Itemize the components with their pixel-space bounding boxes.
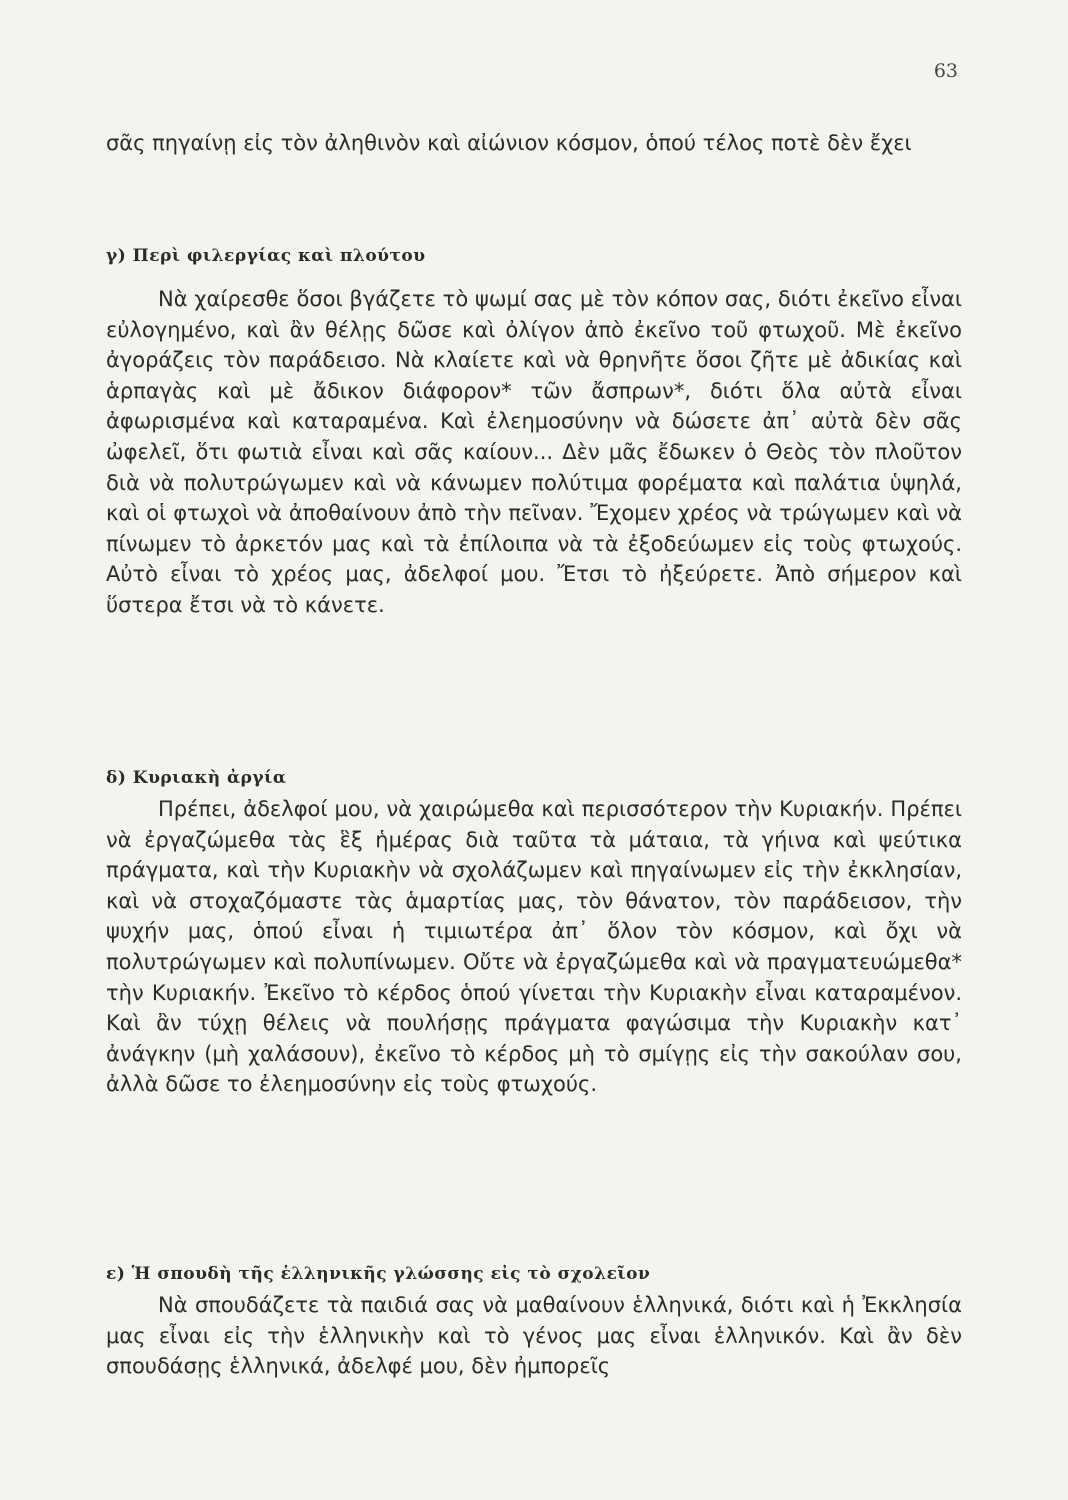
page-number: 63 — [933, 60, 958, 82]
section-heading-sunday-rest: δ) Κυριακὴ ἀργία — [106, 768, 287, 788]
section-heading-greek-language: ε) Ἡ σπουδὴ τῆς ἑλληνικῆς γλώσσης εἰς τὸ σχολεῖον — [106, 1264, 651, 1284]
section-body-sunday-rest — [106, 794, 962, 1100]
section-body-diligence — [106, 284, 962, 621]
section-paragraph: Νὰ χαίρεσθε ὅσοι βγάζετε τὸ ψωμί σας μὲ τὸν κόπον σας, διότι ἐκεῖνο εἶναι εὐλογημένο, καὶ ἂν θέλῃς δῶσε καὶ ὀλίγον ἀπὸ ἐκεῖνο τοῦ φτωχοῦ. Μὲ ἐκεῖνο ἀγοράζεις τὸν παράδεισο. Νὰ κλαίετε καὶ νὰ θρηνῆτε ὅσοι ζῆτε μὲ ἀδικίας καὶ ἁρπαγὰς καὶ μὲ ἄδικον διάφορον* τῶν ἄσπρων*, διότι ὅλα αὐτὰ εἶναι ἀφωρισμένα καὶ καταραμένα. Καὶ ἐλεημοσύνην νὰ δώσετε ἀπ᾽ αὐτὰ δὲν σᾶς ὠφελεῖ, ὅτι φωτιὰ εἶναι καὶ σᾶς καίουν... Δὲν μᾶς ἔδωκεν ὁ Θεὸς τὸν πλοῦτον διὰ νὰ πολυτρώγωμεν καὶ νὰ κάνωμεν πολύτιμα φορέματα καὶ παλάτια ὑψηλά, καὶ οἱ φτωχοὶ νὰ ἀποθαίνουν ἀπὸ τὴν πεῖναν. Ἔχομεν χρέος νὰ τρώγωμεν καὶ νὰ πίνωμεν τὸ ἀρκετόν μας καὶ τὰ ἐπίλοιπα νὰ τὰ ἐξοδεύωμεν εἰς τοὺς φτωχούς. Αὐτὸ εἶναι τὸ χρέος μας, ἀδελφοί μου. Ἔτσι τὸ ἠξεύρετε. Ἀπὸ σήμερον καὶ ὕστερα ἔτσι νὰ τὸ κάνετε. — [106, 287, 962, 617]
section-body-greek-language — [106, 1290, 962, 1382]
continued-paragraph — [106, 128, 962, 159]
section-heading-diligence: γ) Περὶ φιλεργίας καὶ πλούτου — [106, 246, 426, 266]
section-paragraph: Νὰ σπουδάζετε τὰ παιδιά σας νὰ μαθαίνουν ἑλληνικά, διότι καὶ ἡ Ἐκκλησία μας εἶναι εἰς τὴν ἑλληνικὴν καὶ τὸ γένος μας εἶναι ἑλληνικόν. Καὶ ἂν δὲν σπουδάσῃς ἑλληνικά, ἀδελφέ μου, δὲν ἠμπορεῖς — [106, 1293, 962, 1379]
section-paragraph: Πρέπει, ἀδελφοί μου, νὰ χαιρώμεθα καὶ περισσότερον τὴν Κυριακήν. Πρέπει νὰ ἐργαζώμεθα τὰς ἓξ ἡμέρας διὰ ταῦτα τὰ μάταια, τὰ γήινα καὶ ψεύτικα πράγματα, καὶ τὴν Κυριακὴν νὰ σχολάζωμεν καὶ πηγαίνωμεν εἰς τὴν ἐκκλησίαν, καὶ νὰ στοχαζόμαστε τὰς ἁμαρτίας μας, τὸν θάνατον, τὸν παράδεισον, τὴν ψυχήν μας, ὁπού εἶναι ἡ τιμιωτέρα ἀπ᾽ ὅλον τὸν κόσμον, καὶ ὄχι νὰ πολυτρώγωμεν καὶ πολυπίνωμεν. Οὔτε νὰ ἐργαζώμεθα καὶ νὰ πραγματευώμεθα* τὴν Κυριακήν. Ἐκεῖνο τὸ κέρδος ὁπού γίνεται τὴν Κυριακὴν εἶναι καταραμένον. Καὶ ἂν τύχῃ θέλεις νὰ πουλήσῃς πράγματα φαγώσιμα τὴν Κυριακὴν κατ᾽ ἀνάγκην (μὴ χαλάσουν), ἐκεῖνο τὸ κέρδος μὴ τὸ σμίγῃς εἰς τὴν σακούλαν σου, ἀλλὰ δῶσε το ἐλεημοσύνην εἰς τοὺς φτωχούς. — [106, 797, 962, 1097]
continued-paragraph-text: σᾶς πηγαίνῃ εἰς τὸν ἀληθινὸν καὶ αἰώνιον κόσμον, ὁπού τέλος ποτὲ δὲν ἔχει — [106, 131, 912, 155]
